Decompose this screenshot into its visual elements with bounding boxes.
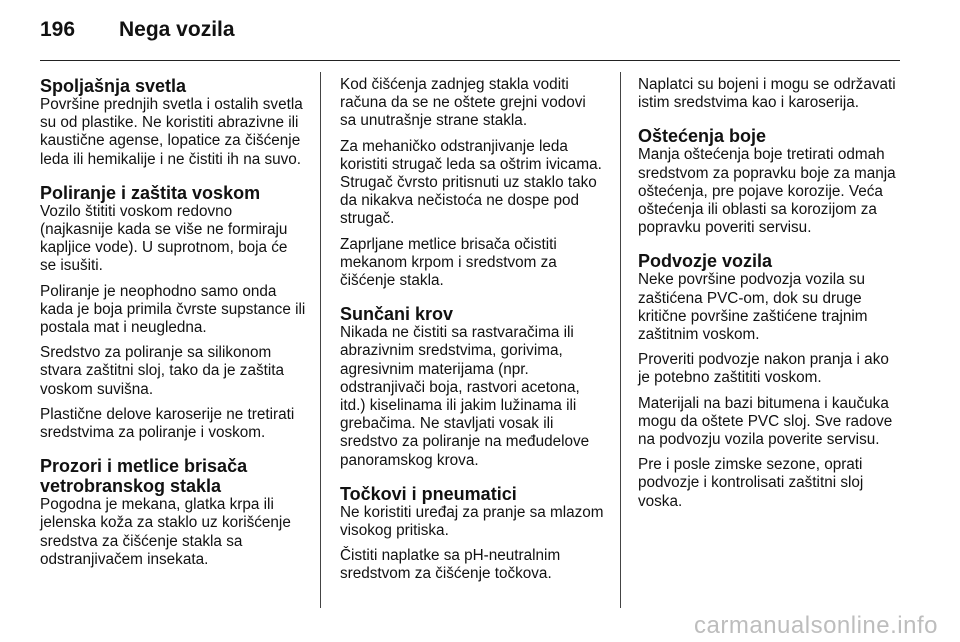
section-heading: Podvozje vozila (638, 251, 773, 272)
section-ostecenja-boje (638, 126, 904, 237)
column-divider-1 (320, 72, 321, 608)
paragraph: Nikada ne čistiti sa rastvaračima ili abrazivnim sredstvima, gorivima, agresivnim materijama (npr. odstranjivači boja, rastvori acetona, itd.) kiselinama ili jakim lužinama ili grebačima. Ne stavljati vosak ili sredstvo za poliranje na međudelove panoramskog krova. (340, 324, 590, 469)
section-heading: Prozori i metlice brisača vetrobranskog stakla (40, 456, 248, 497)
section-heading: Oštećenja boje (638, 126, 767, 147)
section-tockovi (340, 484, 606, 584)
paragraph: Za mehaničko odstranjivanje leda koristiti strugač leda sa oštrim ivicama. Strugač čvrsto pritisnuti uz staklo tako da nikakva nečistoća ne dospe pod strugač. (340, 137, 602, 228)
paragraph: Manja oštećenja boje tretirati odmah sredstvom za popravku boje za manja oštećenja, pre pojave korozije. Veća oštećenja ili oblasti sa korozijom za popravku poveriti servisu. (638, 146, 896, 237)
paragraph: Pre i posle zimske sezone, oprati podvozje i kontrolisati zaštitni sloj voska. (638, 456, 864, 510)
watermark-text: carmanualsonline.info (694, 612, 938, 639)
paragraph: Kod čišćenja zadnjeg stakla voditi računa da se ne oštete grejni vodovi sa unutrašnje strane stakla. (340, 76, 586, 130)
section-spoljasnja-svetla (40, 76, 306, 169)
page-header (40, 14, 900, 60)
section-suncani-krov (340, 304, 606, 470)
chapter-title: Nega vozila (119, 18, 235, 41)
paragraph: Proveriti podvozje nakon pranja i ako je potebno zaštititi voskom. (638, 351, 889, 387)
paragraph: Materijali na bazi bitumena i kaučuka mogu da oštete PVC sloj. Sve radove na podvozju vozila poverite servisu. (638, 394, 893, 449)
paragraph: Neke površine podvozja vozila su zaštićena PVC-om, dok su druge kritične površine zaštićene trajnim zaštitnim voskom. (638, 271, 868, 344)
text-column-1 (40, 76, 306, 583)
section-heading: Točkovi i pneumatici (340, 483, 517, 504)
section-heading: Spoljašnja svetla (40, 76, 187, 96)
text-column-2 (340, 76, 606, 598)
section-heading: Sunčani krov (340, 304, 454, 325)
section-continued (340, 76, 606, 290)
paragraph: Pogodna je mekana, glatka krpa ili jelenska koža za staklo uz korišćenje sredstva za čišćenje stakla sa odstranjivačem insekata. (40, 496, 291, 568)
section-prozori-metlice (40, 456, 306, 569)
paragraph: Plastične delove karoserije ne tretirati sredstvima za poliranje i voskom. (40, 405, 295, 442)
paragraph: Vozilo štititi voskom redovno (najkasnije kada se više ne formiraju kapljice vode). U suprotnom, boja će se isušiti. (40, 202, 288, 275)
column-divider-2 (620, 72, 621, 608)
section-heading: Poliranje i zaštita voskom (40, 182, 261, 203)
paragraph: Zaprljane metlice brisača očistiti mekanom krpom i sredstvom za čišćenje stakla. (340, 235, 557, 290)
paragraph: Čistiti naplatke sa pH-neutralnim sredstvom za čišćenje točkova. (340, 547, 561, 583)
text-column-3 (638, 76, 904, 525)
paragraph: Naplatci su bojeni i mogu se održavati istim sredstvima kao i karoserija. (638, 76, 896, 112)
section-continued (638, 76, 904, 112)
header-divider (40, 60, 900, 61)
paragraph: Ne koristiti uređaj za pranje sa mlazom visokog pritiska. (340, 503, 604, 540)
section-podvozje (638, 251, 904, 510)
section-poliranje (40, 183, 306, 442)
page-number: 196 (40, 18, 76, 41)
paragraph: Sredstvo za poliranje sa silikonom stvara zaštitni sloj, tako da je zaštita voskom suvišna. (40, 344, 285, 398)
paragraph: Površine prednjih svetla i ostalih svetla su od plastike. Ne koristiti abrazivne ili kaustične agense, lopatice za čišćenje leda ili hemikalije i ne čistiti ih na suvo. (40, 96, 303, 168)
paragraph: Poliranje je neophodno samo onda kada je boja primila čvrste supstance ili postala mat i neugledna. (40, 282, 306, 337)
